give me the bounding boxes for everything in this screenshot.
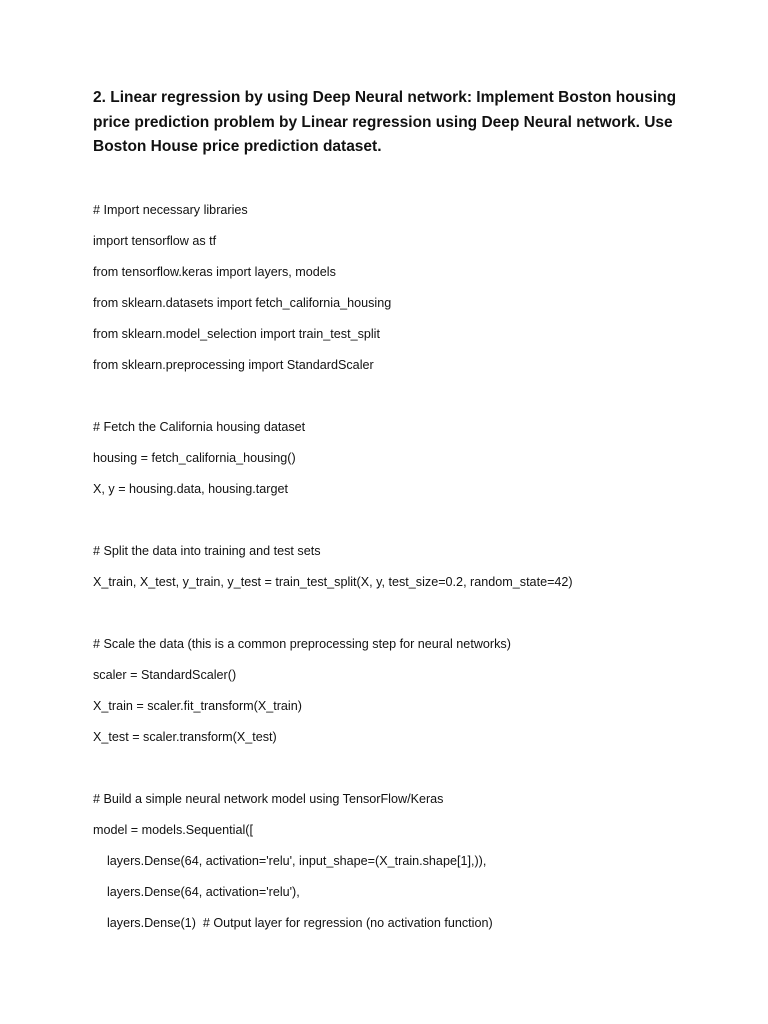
code-comment-scale: # Scale the data (this is a common preprocessing step for neural networks)	[93, 637, 511, 651]
code-line-fit-transform: X_train = scaler.fit_transform(X_train)	[93, 699, 302, 713]
code-line-dense-1: layers.Dense(64, activation='relu', input_shape=(X_train.shape[1],)),	[93, 854, 487, 868]
code-line-scaler: scaler = StandardScaler()	[93, 668, 237, 682]
code-line-xy-assign: X, y = housing.data, housing.target	[93, 482, 288, 496]
code-line-fetch-housing: housing = fetch_california_housing()	[93, 451, 296, 465]
code-line-import-preprocessing: from sklearn.preprocessing import StandardScaler	[93, 358, 374, 372]
code-line-import-keras: from tensorflow.keras import layers, models	[93, 265, 336, 279]
code-line-transform: X_test = scaler.transform(X_test)	[93, 730, 277, 744]
problem-heading: 2. Linear regression by using Deep Neural network: Implement Boston housing price prediction problem by Linear regression using Deep Neural network. Use Boston House price prediction dataset.	[93, 89, 677, 155]
code-line-dense-2: layers.Dense(64, activation='relu'),	[93, 885, 300, 899]
code-line-import-tf: import tensorflow as tf	[93, 234, 217, 248]
code-comment-fetch: # Fetch the California housing dataset	[93, 420, 306, 434]
code-comment-split: # Split the data into training and test sets	[93, 544, 321, 558]
code-line-dense-output: layers.Dense(1) # Output layer for regression (no activation function)	[93, 916, 493, 930]
code-line-train-test-split: X_train, X_test, y_train, y_test = train_test_split(X, y, test_size=0.2, random_state=42)	[93, 575, 573, 589]
code-line-import-model-selection: from sklearn.model_selection import train_test_split	[93, 327, 380, 341]
code-line-import-datasets: from sklearn.datasets import fetch_california_housing	[93, 296, 392, 310]
code-comment-build-model: # Build a simple neural network model using TensorFlow/Keras	[93, 792, 444, 806]
code-line-sequential: model = models.Sequential([	[93, 823, 253, 837]
code-comment-imports: # Import necessary libraries	[93, 203, 248, 217]
